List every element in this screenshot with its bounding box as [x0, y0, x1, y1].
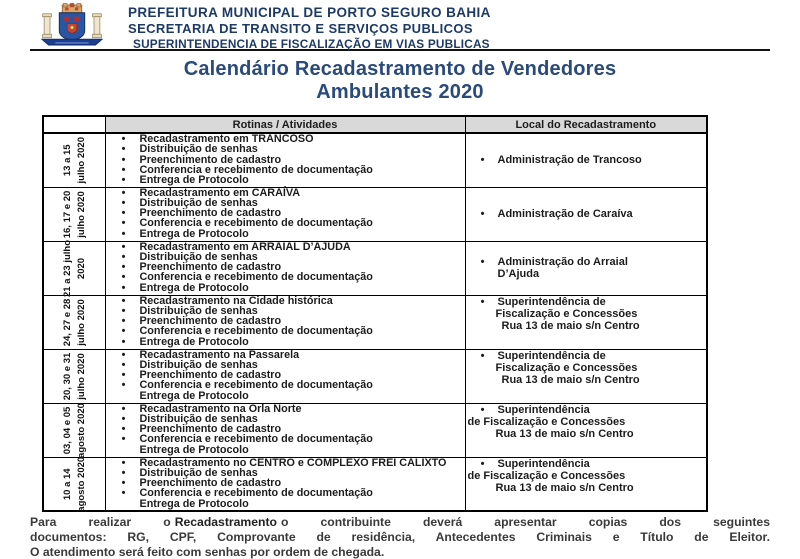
letterhead [0, 0, 800, 51]
location-line: • Administração de Trancoso [466, 154, 707, 166]
activities-column-header: Rotinas / Atividades [105, 116, 465, 133]
activities-cell [105, 457, 465, 511]
table-row [43, 457, 707, 511]
coat-of-arms-logo [33, 3, 111, 48]
bullet-icon: • [121, 143, 126, 156]
activity-item: • Preenchimento de cadastro [106, 155, 465, 165]
activity-item: • Entrega de Protocolo [106, 337, 465, 347]
date-line: 20, 30 e 31 [61, 352, 73, 400]
bullet-icon: • [121, 456, 126, 469]
activity-item: • Entrega de Protocolo [106, 229, 465, 239]
table-row [43, 349, 707, 403]
footer-bold-word: Recadastramento [174, 515, 277, 529]
activity-item: • Distribuição de senhas [106, 468, 465, 478]
activities-cell [105, 295, 465, 349]
date-cell [43, 349, 105, 403]
activity-item: • Distribuição de senhas [106, 360, 465, 370]
date-line: 03, 04 e 05 [61, 406, 73, 454]
bullet-icon: • [121, 304, 126, 317]
location-cell [465, 457, 707, 511]
location-line: • Superintendência de [466, 296, 707, 308]
page-title-line-2: Ambulantes 2020 [316, 81, 484, 103]
location-cell [465, 403, 707, 457]
date-line: julho 2020 [75, 298, 87, 346]
table-header-row [43, 116, 707, 133]
bullet-icon: • [121, 325, 126, 338]
location-line: Fiscalização e Concessões [495, 361, 638, 374]
activity-item: • Preenchimento de cadastro [106, 208, 465, 218]
table-row [43, 133, 707, 187]
location-line: Fiscalização e Concessões [495, 307, 638, 320]
letterhead-text [128, 3, 491, 52]
letterhead-line-1: PREFEITURA MUNICIPAL DE PORTO SEGURO BAHIA [128, 5, 491, 20]
activity-item: • Preenchimento de cadastro [106, 370, 465, 380]
bullet-icon: • [121, 217, 126, 230]
bullet-icon: • [121, 186, 126, 199]
activity-item: • Conferencia e recebimento de documentação [106, 165, 465, 175]
location-line: • Superintendência [466, 458, 707, 470]
location-column-header: Local do Recadastramento [465, 116, 707, 133]
date-line: 16, 17 e 20 [61, 190, 73, 238]
footer-line-3: O atendimento será feito com senhas por ordem de chegada. [30, 545, 385, 559]
date-cell [43, 187, 105, 241]
activity-item: • Preenchimento de cadastro [106, 316, 465, 326]
table-row [43, 187, 707, 241]
activity-item: • Conferencia e recebimento de documentação [106, 326, 465, 336]
location-line: Rua 13 de maio s/n Centro [501, 319, 640, 332]
location-cell [465, 349, 707, 403]
bullet-icon: • [121, 466, 126, 479]
date-line: 2020 [75, 257, 87, 279]
bullet-icon: • [121, 315, 126, 328]
activity-item: • Preenchimento de cadastro [106, 424, 465, 434]
bullet-icon: • [121, 240, 126, 253]
activity-item: • Recadastramento na Passarela [106, 350, 465, 360]
activity-item: • Recadastramento em TRANCOSO [106, 134, 465, 144]
date-line: julho 2020 [75, 352, 87, 400]
activity-item: Entrega de Protocolo [106, 445, 465, 455]
activity-item: • Recadastramento na Orla Norte [106, 404, 465, 414]
table-row [43, 241, 707, 295]
activity-item: • Distribuição de senhas [106, 306, 465, 316]
activities-cell [105, 241, 465, 295]
bullet-icon: • [121, 271, 126, 284]
activity-item: • Entrega de Protocolo [106, 175, 465, 185]
footer-line-1: Para realizar o Recadastramento o contribuinte deverá apresentar copias dos seguintes [30, 515, 770, 529]
activities-cell [105, 403, 465, 457]
bullet-icon: • [121, 335, 126, 348]
activity-item: • Conferencia e recebimento de documentação [106, 488, 465, 498]
activity-item: Entrega de Protocolo [106, 499, 465, 509]
location-line: Rua 13 de maio s/n Centro [495, 427, 634, 440]
table-row [43, 295, 707, 349]
bullet-icon: • [480, 457, 485, 470]
date-line: julho 2020 [75, 137, 87, 184]
location-line: Rua 13 de maio s/n Centro [495, 481, 634, 494]
activity-item: • Conferencia e recebimento de documentação [106, 434, 465, 444]
bullet-icon: • [480, 154, 485, 167]
date-cell [43, 241, 105, 295]
location-line: • Superintendência de [466, 350, 707, 362]
location-line: • Administração de Caraíva [466, 208, 707, 220]
location-cell [465, 241, 707, 295]
date-line: agosto 2020 [75, 456, 87, 512]
activity-item: • Preenchimento de cadastro [106, 262, 465, 272]
bullet-icon: • [121, 358, 126, 371]
bullet-icon: • [121, 281, 126, 294]
bullet-icon: • [121, 402, 126, 415]
location-line: • Administração do Arraial [466, 256, 707, 268]
letterhead-line-3: SUPERINTENDENCIA DE FISCALIZAÇÃO EM VIAS PUBLICAS [133, 37, 490, 51]
date-line: julho 2020 [75, 190, 87, 238]
bullet-icon: • [121, 369, 126, 382]
activity-item: • Recadastramento no CENTRO e COMPLEXO FREI CALIXTO [106, 458, 465, 468]
location-cell [465, 133, 707, 187]
location-line: de Fiscalização e Concessões [467, 469, 626, 482]
footer-note [30, 517, 770, 559]
bullet-icon [119, 445, 129, 455]
location-cell [465, 187, 707, 241]
location-cell [465, 295, 707, 349]
bullet-icon: • [121, 379, 126, 392]
activities-cell [105, 349, 465, 403]
activity-item: • Distribuição de senhas [106, 414, 465, 424]
activity-item: • Preenchimento de cadastro [106, 478, 465, 488]
bullet-icon: • [121, 294, 126, 307]
activities-cell [105, 133, 465, 187]
bullet-icon: • [121, 250, 126, 263]
activity-item: Entrega de Protocolo [106, 391, 465, 401]
location-line: Rua 13 de maio s/n Centro [501, 373, 640, 386]
bullet-icon: • [121, 196, 126, 209]
bullet-icon: • [121, 261, 126, 274]
date-cell [43, 457, 105, 511]
date-line: 10 a 14 [61, 467, 73, 500]
bullet-icon: • [121, 163, 126, 176]
activity-item: • Entrega de Protocolo [106, 283, 465, 293]
location-line: de Fiscalização e Concessões [467, 415, 626, 428]
activity-item: • Conferencia e recebimento de documentação [106, 272, 465, 282]
letterhead-line-2: SECRETARIA DE TRANSITO E SERVIÇOS PUBLICOS [128, 21, 473, 36]
activity-item: • Recadastramento na Cidade histórica [106, 296, 465, 306]
bullet-icon: • [121, 412, 126, 425]
bullet-icon: • [121, 133, 126, 145]
table-row [43, 403, 707, 457]
bullet-icon: • [480, 256, 485, 268]
date-cell [43, 295, 105, 349]
bullet-icon [119, 391, 129, 401]
bullet-icon: • [480, 208, 485, 220]
date-cell [43, 403, 105, 457]
bullet-icon: • [121, 348, 126, 361]
location-line: D’Ajuda [497, 268, 540, 280]
activity-item: • Recadastramento em CARAÍVA [106, 188, 465, 198]
date-line: 13 a 15 [61, 144, 73, 177]
bullet-icon: • [121, 423, 126, 436]
bullet-icon: • [480, 403, 485, 416]
activities-cell [105, 187, 465, 241]
footer-line-2: documentos: RG, CPF, Comprovante de residência, Antecedentes Criminais e Título de Eleitor. [30, 530, 770, 545]
activity-item: • Conferencia e recebimento de documentação [106, 218, 465, 228]
activity-item: • Distribuição de senhas [106, 144, 465, 154]
bullet-icon: • [121, 487, 126, 500]
activity-item: • Distribuição de senhas [106, 198, 465, 208]
bullet-icon [119, 499, 129, 509]
bullet-icon: • [121, 153, 126, 166]
page-title [0, 58, 800, 104]
date-line: 24, 27 e 28 [61, 298, 73, 346]
bullet-icon: • [121, 477, 126, 490]
bullet-icon: • [480, 349, 485, 362]
location-line: • Superintendência [466, 404, 707, 416]
activity-item: • Recadastramento em ARRAIAL D’AJUDA [106, 242, 465, 252]
bullet-icon: • [121, 207, 126, 220]
date-line: 21 a 23 julho [61, 239, 73, 297]
bullet-icon: • [121, 433, 126, 446]
date-line: agosto 2020 [75, 402, 87, 458]
page-title-line-1: Calendário Recadastramento de Vendedores [183, 58, 617, 80]
calendar-table [42, 115, 708, 512]
activity-item: • Distribuição de senhas [106, 252, 465, 262]
bullet-icon: • [121, 227, 126, 240]
date-cell [43, 133, 105, 187]
activity-item: • Conferencia e recebimento de documentação [106, 380, 465, 390]
bullet-icon: • [480, 295, 485, 308]
bullet-icon: • [121, 174, 126, 187]
